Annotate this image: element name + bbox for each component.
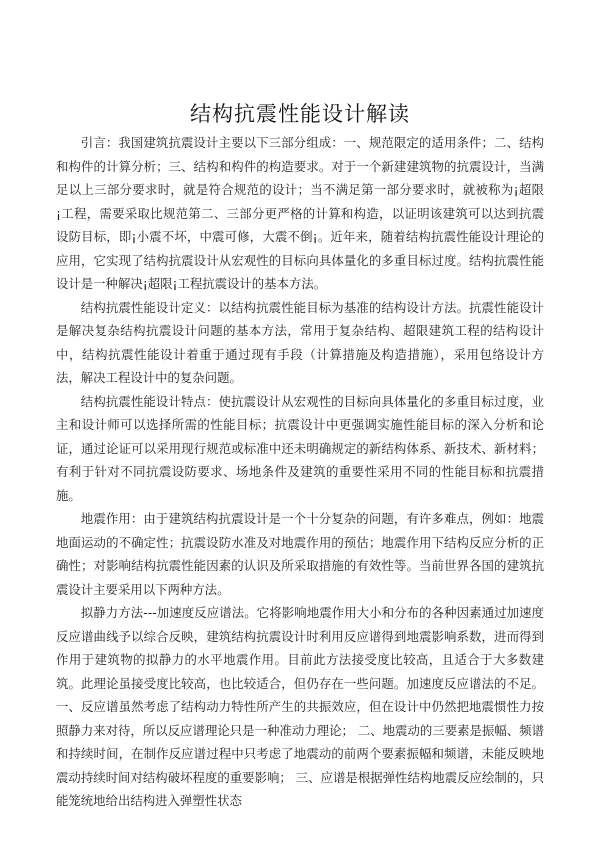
- document-body: [56, 131, 544, 813]
- paragraph-seismic-action: 地震作用：由于建筑结构抗震设计是一个十分复杂的问题，有许多难点，例如：地震地面运动的不确定性；抗震设防水准及对地震作用的预估；地震作用下结构反应分析的正确性；对影响结构抗震性能因素的认识及所采取措施的有效性等。当前世界各国的建筑抗震设计主要采用以下两种方法。: [56, 511, 544, 597]
- paragraph-definition: 结构抗震性能设计定义：以结构抗震性能目标为基准的结构设计方法。抗震性能设计是解决复杂结构抗震设计问题的基本方法，常用于复杂结构、超限建筑工程的结构设计中，结构抗震性能设计着重于通过现有手段（计算措施及构造措施），采用包络设计方法，解决工程设计中的复杂问题。: [56, 299, 544, 385]
- paragraph-characteristics: 结构抗震性能设计特点：使抗震设计从宏观性的目标向具体量化的多重目标过度，业主和设计师可以选择所需的性能目标；抗震设计中更强调实施性能目标的深入分析和论证，通过论证可以采用现行规范或标准中还未明确规定的新结构体系、新技术、新材料；有利于针对不同抗震设防要求、场地条件及建筑的重要性采用不同的性能目标和抗震措施。: [56, 393, 544, 503]
- document-title: 结构抗震性能设计解读: [190, 102, 410, 127]
- paragraph-introduction: 引言：我国建筑抗震设计主要以下三部分组成：一、规范限定的适用条件；二、结构和构件的计算分析；三、结构和构件的构造要求。对于一个新建建筑物的抗震设计，当满足以上三部分要求时，就是符合规范的设计；当不满足第一部分要求时，就被称为¡超限¡工程，需要采取比规范第二、三部分更严格的计算和构造，以证明该建筑可以达到抗震设防目标，即¡小震不坏，中震可修，大震不倒¡。近年来，随着结构抗震性能设计理论的应用，它实现了结构抗震设计从宏观性的目标向具体量化的多重目标过度。结构抗震性能设计是一种解决¡超限¡工程抗震设计的基本方法。: [56, 135, 544, 291]
- paragraph-response-spectrum: 拟静力方法---加速度反应谱法。它将影响地震作用大小和分布的各种因素通过加速度反应谱曲线予以综合反映，建筑结构抗震设计时利用反应谱得到地震影响系数，进而得到作用于建筑物的拟静力的水平地震作用。目前此方法接受度比较高，且适合于大多数建筑。此理论虽接受度比较高，也比较适合，但仍存在一些问题。加速度反应谱法的不足。一、反应谱虽然考虑了结构动力特性所产生的共振效应，但在设计中仍然把地震惯性力按照静力来对待，所以反应谱理论只是一种准动力理论； 二、地震动的三要素是振幅、频谱和持续时间，在制作反应谱过程中只考虑了地震动的前两个要素振幅和频谱，未能反映地震动持续时间对结构破坏程度的重要影响； 三、应谱是根据弹性结构地震反应绘制的，只能笼统地给出结构进入弹塑性状态: [56, 605, 544, 808]
